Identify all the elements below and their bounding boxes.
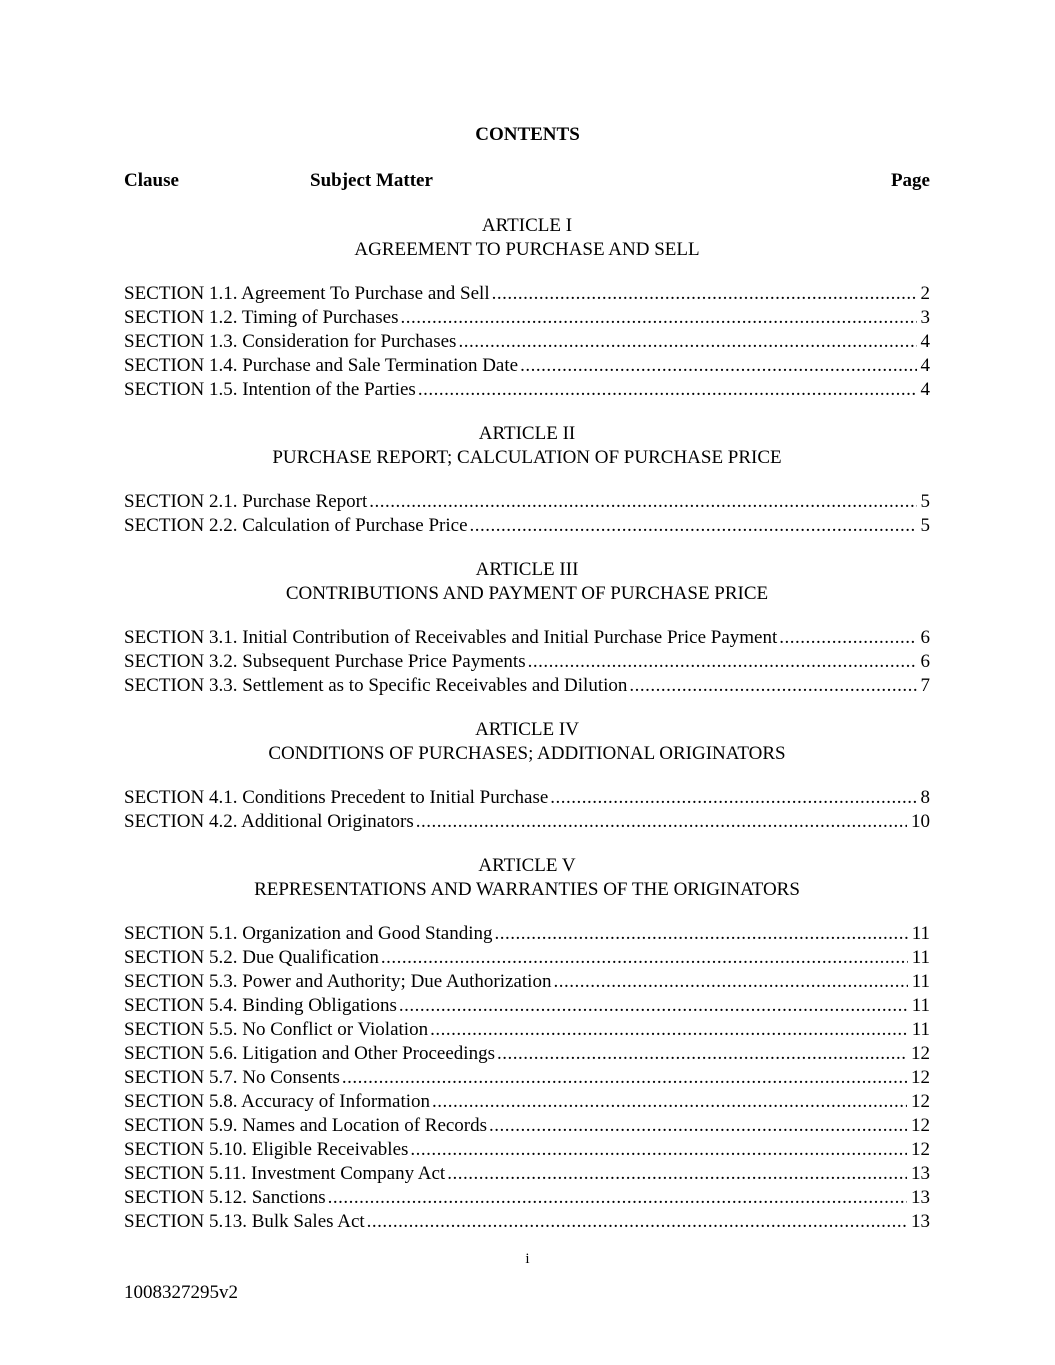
- toc-entry[interactable]: [124, 282, 930, 306]
- article-number: ARTICLE I: [481, 215, 573, 236]
- toc-entry-page: 12: [911, 1067, 930, 1088]
- toc-entry-label: SECTION 3.2. Subsequent Purchase Price Payments: [124, 651, 526, 672]
- toc-entry-label: SECTION 5.11. Investment Company Act: [124, 1163, 446, 1184]
- toc-entry-label: SECTION 5.1. Organization and Good Standing: [124, 923, 493, 944]
- section-list: [124, 786, 930, 834]
- section-list: [124, 626, 930, 698]
- toc-entry[interactable]: [124, 1138, 930, 1162]
- toc-entry[interactable]: [124, 946, 930, 970]
- article-number: ARTICLE V: [478, 855, 576, 876]
- document-id: 1008327295v2: [124, 1282, 238, 1303]
- toc-entry-page: 13: [911, 1163, 930, 1184]
- toc-entry-label: SECTION 5.7. No Consents: [124, 1067, 340, 1088]
- dot-leader: [399, 994, 908, 1018]
- toc-entry[interactable]: [124, 1018, 930, 1042]
- dot-leader: [779, 626, 916, 650]
- toc-entry-label: SECTION 1.4. Purchase and Sale Termination Date: [124, 355, 519, 376]
- toc-entry[interactable]: [124, 650, 930, 674]
- toc-entry-label: SECTION 1.5. Intention of the Parties: [124, 379, 416, 400]
- dot-leader: [381, 946, 908, 970]
- toc-entry-page: 5: [920, 491, 930, 512]
- toc-entry[interactable]: [124, 1114, 930, 1138]
- toc-entry-page: 7: [920, 675, 930, 696]
- article-number: ARTICLE IV: [475, 719, 579, 740]
- toc-entry[interactable]: [124, 1042, 930, 1066]
- dot-leader: [458, 330, 916, 354]
- dot-leader: [418, 378, 917, 402]
- toc-entry-label: SECTION 4.2. Additional Originators: [124, 811, 414, 832]
- toc-entry[interactable]: [124, 490, 930, 514]
- toc-entry-label: SECTION 5.13. Bulk Sales Act: [124, 1211, 365, 1232]
- column-header-subject: Subject Matter: [310, 170, 433, 191]
- toc-entry-label: SECTION 5.12. Sanctions: [124, 1187, 326, 1208]
- toc-entry-label: SECTION 5.5. No Conflict or Violation: [124, 1019, 429, 1040]
- article-title: CONDITIONS OF PURCHASES; ADDITIONAL ORIGINATORS: [268, 743, 786, 764]
- toc-entry-page: 4: [920, 379, 930, 400]
- section-list: [124, 490, 930, 538]
- toc-entry-page: 11: [911, 923, 930, 944]
- toc-entry[interactable]: [124, 330, 930, 354]
- article-title: REPRESENTATIONS AND WARRANTIES OF THE ORIGINATORS: [254, 879, 800, 900]
- toc-entry-label: SECTION 3.1. Initial Contribution of Receivables and Initial Purchase Price Payment: [124, 627, 778, 648]
- toc-entry-page: 3: [920, 307, 930, 328]
- toc-entry-label: SECTION 4.1. Conditions Precedent to Initial Purchase: [124, 787, 549, 808]
- dot-leader: [369, 490, 916, 514]
- dot-leader: [528, 650, 917, 674]
- dot-leader: [550, 786, 916, 810]
- toc-entry[interactable]: [124, 1162, 930, 1186]
- toc-entry-page: 11: [911, 947, 930, 968]
- toc-entry-label: SECTION 5.2. Due Qualification: [124, 947, 379, 968]
- dot-leader: [328, 1186, 907, 1210]
- toc-entry-page: 13: [911, 1211, 930, 1232]
- dot-leader: [492, 282, 917, 306]
- toc-entry-label: SECTION 5.10. Eligible Receivables: [124, 1139, 409, 1160]
- dot-leader: [432, 1090, 907, 1114]
- toc-entry[interactable]: [124, 1186, 930, 1210]
- article-heading: [124, 718, 930, 766]
- toc-entry-label: SECTION 5.3. Power and Authority; Due Authorization: [124, 971, 552, 992]
- toc-entry-page: 8: [920, 787, 930, 808]
- article-heading: [124, 422, 930, 470]
- toc-entry[interactable]: [124, 1066, 930, 1090]
- toc-entry-label: SECTION 1.2. Timing of Purchases: [124, 307, 399, 328]
- dot-leader: [520, 354, 916, 378]
- toc-entry-page: 12: [911, 1139, 930, 1160]
- toc-entry-label: SECTION 2.2. Calculation of Purchase Price: [124, 515, 468, 536]
- toc-entry[interactable]: [124, 674, 930, 698]
- toc-entry[interactable]: [124, 1090, 930, 1114]
- toc-entry-page: 5: [920, 515, 930, 536]
- footer-page-number: i: [525, 1251, 530, 1267]
- dot-leader: [497, 1042, 907, 1066]
- dot-leader: [495, 922, 908, 946]
- toc-entry-label: SECTION 1.1. Agreement To Purchase and Sell: [124, 283, 490, 304]
- dot-leader: [553, 970, 907, 994]
- dot-leader: [410, 1138, 907, 1162]
- toc-entry[interactable]: [124, 994, 930, 1018]
- column-header-page: Page: [890, 170, 930, 191]
- section-list: [124, 922, 930, 1234]
- article-heading: [124, 214, 930, 262]
- toc-entry-page: 4: [920, 331, 930, 352]
- toc-entry-page: 11: [911, 1019, 930, 1040]
- article-heading: [124, 558, 930, 606]
- dot-leader: [447, 1162, 907, 1186]
- toc-entry[interactable]: [124, 354, 930, 378]
- toc-entry-page: 6: [920, 651, 930, 672]
- dot-leader: [342, 1066, 907, 1090]
- toc-entry-label: SECTION 2.1. Purchase Report: [124, 491, 368, 512]
- toc-entry-page: 2: [920, 283, 930, 304]
- toc-entry-label: SECTION 5.6. Litigation and Other Proceedings: [124, 1043, 495, 1064]
- toc-entry[interactable]: [124, 626, 930, 650]
- toc-entry-page: 10: [911, 811, 930, 832]
- dot-leader: [470, 514, 917, 538]
- toc-entry-label: SECTION 5.4. Binding Obligations: [124, 995, 397, 1016]
- toc-entry-label: SECTION 1.3. Consideration for Purchases: [124, 331, 457, 352]
- dot-leader: [400, 306, 916, 330]
- toc-entry[interactable]: [124, 378, 930, 402]
- toc-entry-label: SECTION 5.8. Accuracy of Information: [124, 1091, 431, 1112]
- page-title: CONTENTS: [475, 124, 580, 145]
- toc-entry-page: 4: [920, 355, 930, 376]
- article-title: PURCHASE REPORT; CALCULATION OF PURCHASE PRICE: [272, 447, 782, 468]
- dot-leader: [629, 674, 916, 698]
- article-number: ARTICLE II: [478, 423, 576, 444]
- toc-entry[interactable]: [124, 922, 930, 946]
- toc-entry-page: 11: [911, 995, 930, 1016]
- article-title: AGREEMENT TO PURCHASE AND SELL: [354, 239, 700, 260]
- dot-leader: [489, 1114, 907, 1138]
- toc-entry[interactable]: [124, 514, 930, 538]
- toc-entry-page: 12: [911, 1115, 930, 1136]
- toc-entry-page: 13: [911, 1187, 930, 1208]
- dot-leader: [416, 810, 907, 834]
- toc-entry[interactable]: [124, 786, 930, 810]
- toc-entry[interactable]: [124, 810, 930, 834]
- toc-entry[interactable]: [124, 306, 930, 330]
- column-header-clause: Clause: [124, 170, 179, 191]
- dot-leader: [367, 1210, 907, 1234]
- section-list: [124, 282, 930, 402]
- table-of-contents: [124, 214, 930, 1254]
- toc-entry[interactable]: [124, 1210, 930, 1234]
- toc-entry-page: 12: [911, 1043, 930, 1064]
- article-number: ARTICLE III: [475, 559, 579, 580]
- toc-entry-label: SECTION 3.3. Settlement as to Specific Receivables and Dilution: [124, 675, 628, 696]
- toc-entry-page: 12: [911, 1091, 930, 1112]
- toc-entry-label: SECTION 5.9. Names and Location of Records: [124, 1115, 488, 1136]
- dot-leader: [430, 1018, 908, 1042]
- article-heading: [124, 854, 930, 902]
- toc-entry-page: 11: [911, 971, 930, 992]
- toc-entry[interactable]: [124, 970, 930, 994]
- toc-entry-page: 6: [920, 627, 930, 648]
- article-title: CONTRIBUTIONS AND PAYMENT OF PURCHASE PRICE: [285, 583, 769, 604]
